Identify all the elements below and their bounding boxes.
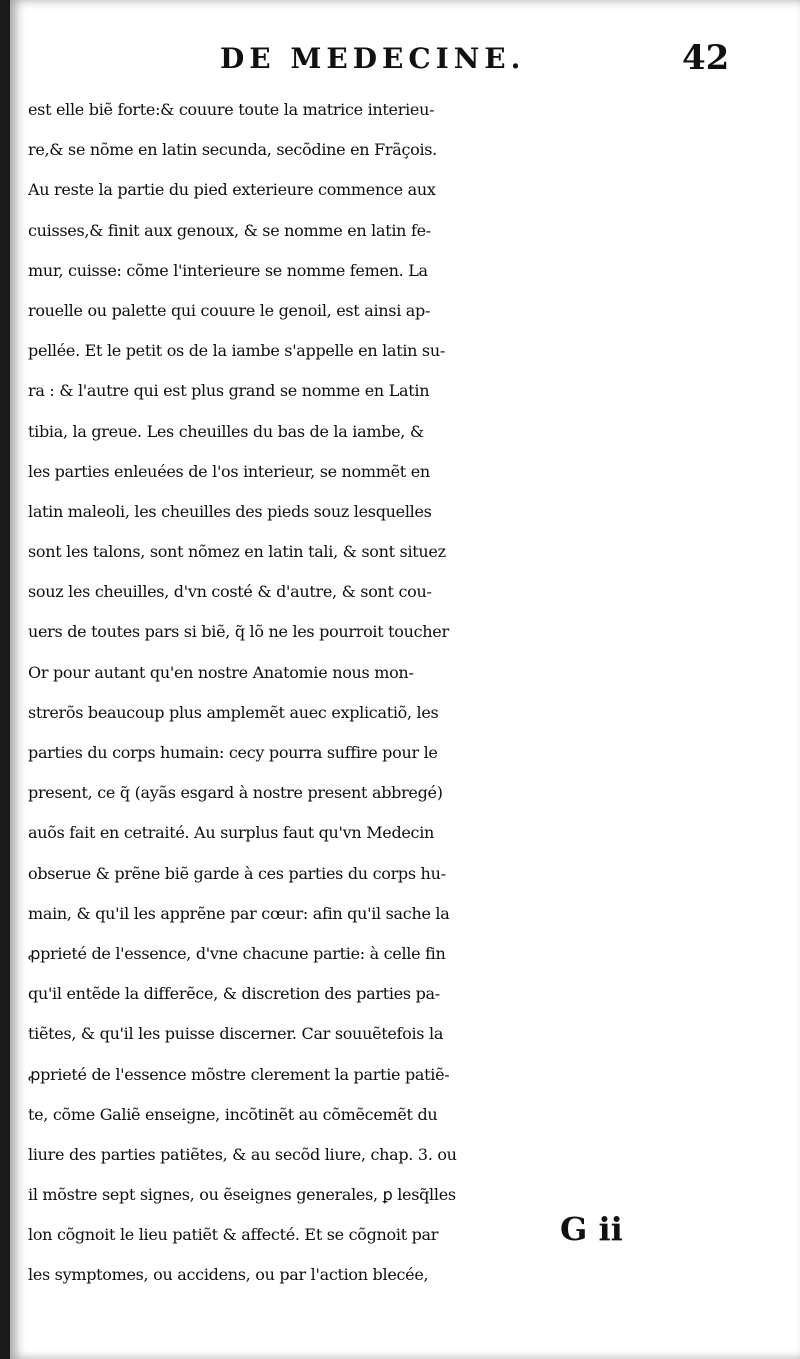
text-line: ꝓprieté de l'essence mõstre clerement la partie patiẽ-	[28, 1064, 450, 1084]
text-line: qu'il entẽde la differẽce, & discretion des parties pa-	[28, 984, 440, 1004]
text-line: souz les cheuilles, d'vn costé & d'autre, & sont cou-	[28, 582, 432, 602]
text-line: present, ce q̃ (ayãs esgard à nostre present abbregé)	[28, 783, 443, 803]
text-line: auõs fait en cetraité. Au surplus faut qu'vn Medecin	[28, 823, 435, 843]
text-line: tiẽtes, & qu'il les puisse discerner. Car souuẽtefois la	[28, 1024, 444, 1044]
text-line: ra : & l'autre qui est plus grand se nomme en Latin	[28, 381, 430, 401]
text-line: re,& se nõme en latin secunda, secõdine en Frãçois.	[28, 140, 437, 160]
text-line: rouelle ou palette qui couure le genoil, est ainsi ap-	[28, 300, 431, 320]
body-text	[28, 90, 718, 1296]
signature-mark: G ii	[560, 1210, 623, 1248]
text-line: obserue & prẽne biẽ garde à ces parties du corps hu-	[28, 863, 446, 883]
text-line: pellée. Et le petit os de la iambe s'appelle en latin su-	[28, 341, 445, 361]
text-line: les symptomes, ou accidens, ou par l'action blecée,	[28, 1265, 429, 1285]
book-page	[10, 0, 800, 1359]
text-line: les parties enleuées de l'os interieur, se nommẽt en	[28, 461, 430, 481]
text-line: Au reste la partie du pied exterieure commence aux	[28, 180, 436, 200]
text-line: tibia, la greue. Les cheuilles du bas de la iambe, &	[28, 421, 424, 441]
text-line: Or pour autant qu'en nostre Anatomie nous mon-	[28, 662, 414, 682]
text-line: il mõstre sept signes, ou ẽseignes generales, ꝑ lesq̃lles	[28, 1185, 456, 1205]
text-line: sont les talons, sont nõmez en latin tali, & sont situez	[28, 542, 446, 562]
text-line: liure des parties patiẽtes, & au secõd liure, chap. 3. ou	[28, 1144, 457, 1164]
text-line: te, cõme Galiẽ enseigne, incõtinẽt au cõmẽcemẽt du	[28, 1104, 438, 1124]
text-line: parties du corps humain: cecy pourra suffire pour le	[28, 743, 438, 762]
text-line: latin maleoli, les cheuilles des pieds souz lesquelles	[28, 501, 432, 521]
text-line: uers de toutes pars si biẽ, q̃ lõ ne les pourroit toucher	[28, 622, 449, 642]
text-line: ꝓprieté de l'essence, d'vne chacune partie: à celle fin	[28, 943, 446, 963]
text-line: main, & qu'il les apprẽne par cœur: afin qu'il sache la	[28, 903, 450, 923]
running-head: DE MEDECINE.	[220, 42, 526, 75]
text-line: est elle biẽ forte:& couure toute la matrice interieu-	[28, 100, 435, 119]
text-line: mur, cuisse: cõme l'interieure se nomme femen. La	[28, 260, 428, 280]
text-line: cuisses,& finit aux genoux, & se nomme en latin fe-	[28, 220, 431, 240]
text-line: strerõs beaucoup plus amplemẽt auec explicatiõ, les	[28, 702, 439, 722]
text-line: lon cõgnoit le lieu patiẽt & affecté. Et se cõgnoit par	[28, 1225, 439, 1245]
page-header	[10, 38, 800, 88]
page-number: 42	[682, 38, 730, 78]
